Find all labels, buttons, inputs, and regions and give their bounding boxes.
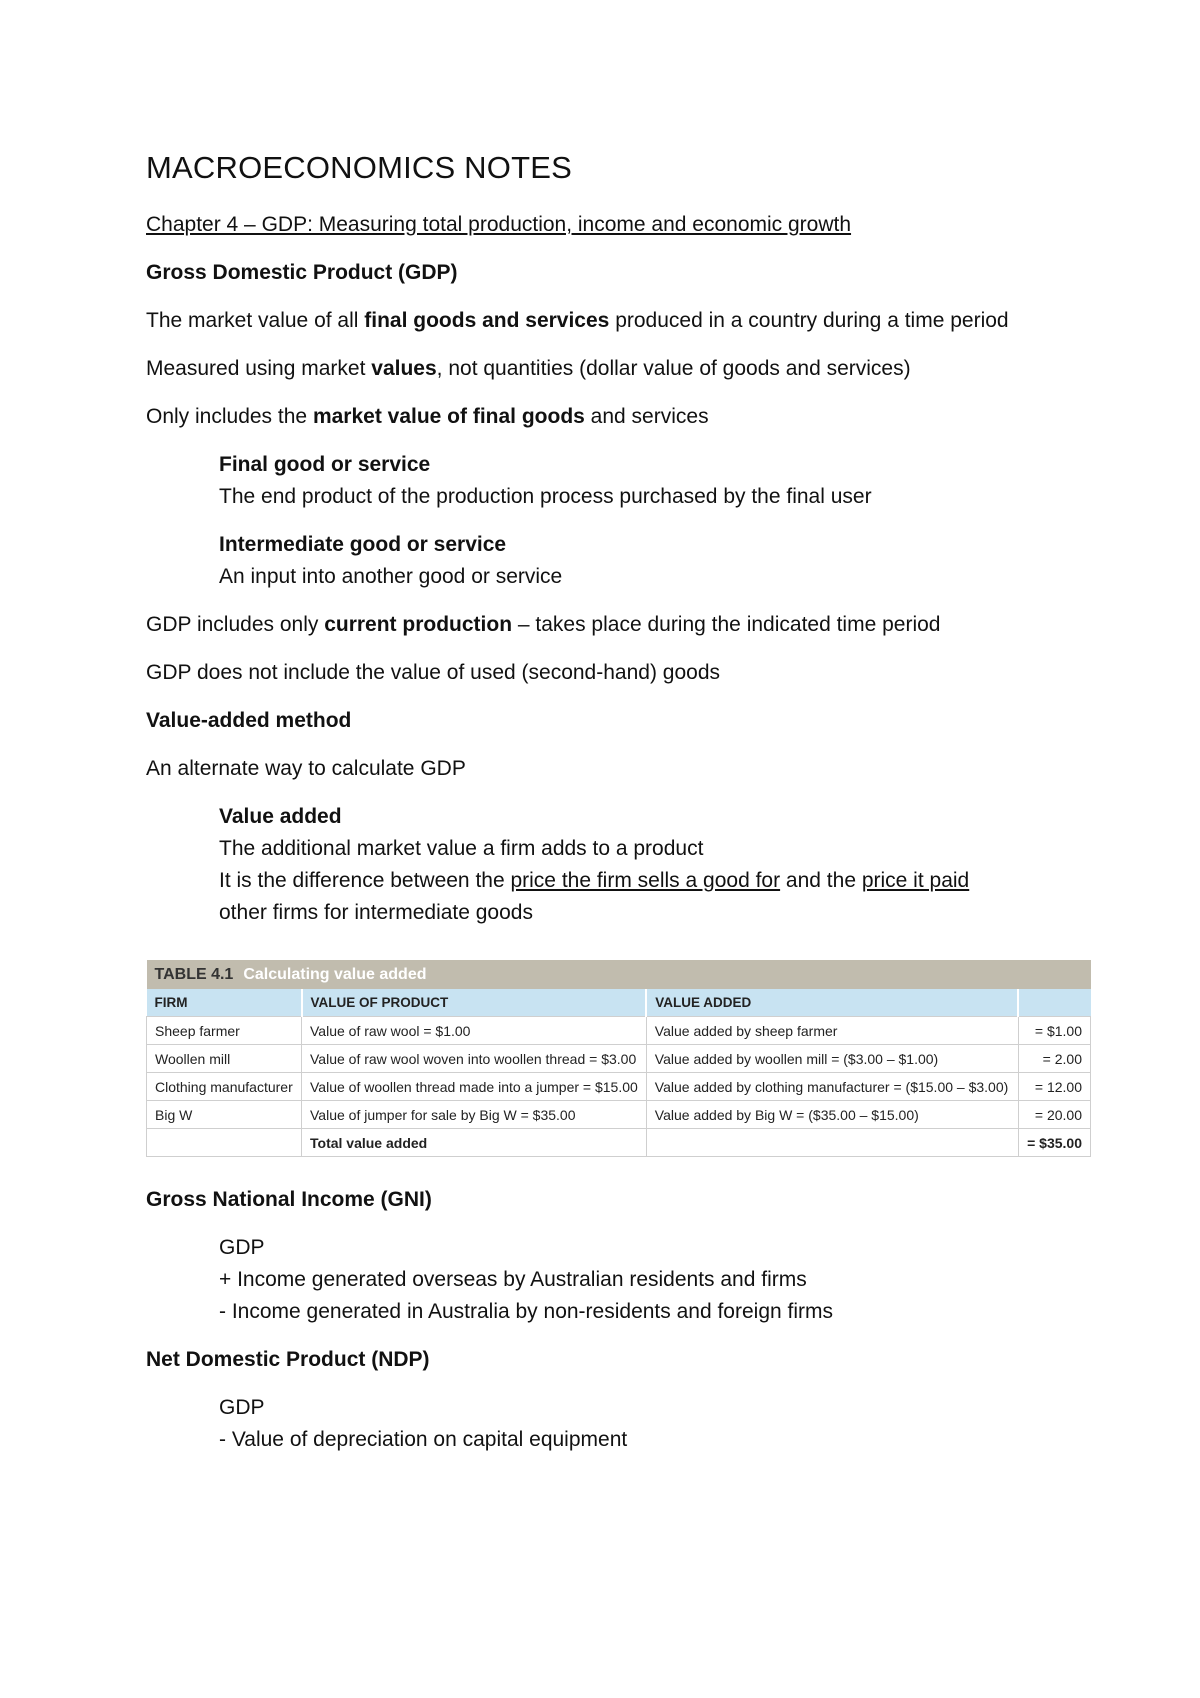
table-cell: Value added by Big W = ($35.00 – $15.00) bbox=[646, 1101, 1018, 1129]
gni-line-2: + Income generated overseas by Australian residents and firms bbox=[219, 1268, 807, 1291]
ndp-line-1: GDP bbox=[219, 1396, 265, 1419]
table-cell: = 12.00 bbox=[1018, 1073, 1090, 1101]
table-header-row bbox=[147, 989, 1091, 1017]
table-number: TABLE 4.1 bbox=[154, 965, 234, 983]
table-cell: Big W bbox=[147, 1101, 302, 1129]
table-cell: Woollen mill bbox=[147, 1045, 302, 1073]
table-cell: Value added by clothing manufacturer = ($15.00 – $3.00) bbox=[646, 1073, 1018, 1101]
table-header-cell: FIRM bbox=[147, 989, 302, 1017]
value-added-heading: Value-added method bbox=[146, 709, 352, 732]
table-row bbox=[147, 1017, 1091, 1045]
value-added-definition-3: other firms for intermediate goods bbox=[219, 901, 533, 924]
table-row bbox=[147, 1101, 1091, 1129]
value-added-term: Value added bbox=[219, 805, 342, 828]
table-total-label: Total value added bbox=[302, 1129, 647, 1157]
table-cell: Value added by sheep farmer bbox=[646, 1017, 1018, 1045]
table-cell: = 20.00 bbox=[1018, 1101, 1090, 1129]
gni-heading: Gross National Income (GNI) bbox=[146, 1188, 432, 1211]
table-caption-row bbox=[147, 960, 1091, 989]
table-header-cell: VALUE OF PRODUCT bbox=[302, 989, 647, 1017]
intermediate-good-definition: An input into another good or service bbox=[219, 565, 563, 588]
value-added-definition-2: It is the difference between the price the firm sells a good for and the price it paid bbox=[219, 869, 970, 892]
table-cell: = 2.00 bbox=[1018, 1045, 1090, 1073]
gdp-heading: Gross Domestic Product (GDP) bbox=[146, 261, 458, 284]
table-cell: Value added by woollen mill = ($3.00 – $1.00) bbox=[646, 1045, 1018, 1073]
final-good-definition: The end product of the production process purchased by the final user bbox=[219, 485, 872, 508]
value-added-definition-1: The additional market value a firm adds to a product bbox=[219, 837, 704, 860]
table-row bbox=[147, 1073, 1091, 1101]
table-cell: Clothing manufacturer bbox=[147, 1073, 302, 1101]
value-added-intro: An alternate way to calculate GDP bbox=[146, 757, 466, 780]
table-header-cell: VALUE ADDED bbox=[646, 989, 1018, 1017]
gdp-measured-note: Measured using market values, not quantities (dollar value of goods and services) bbox=[146, 357, 911, 380]
table-cell: Value of raw wool = $1.00 bbox=[302, 1017, 647, 1045]
table-cell: Value of woollen thread made into a jumper = $15.00 bbox=[302, 1073, 647, 1101]
final-good-term: Final good or service bbox=[219, 453, 431, 476]
table-total-value: = $35.00 bbox=[1018, 1129, 1090, 1157]
gni-line-1: GDP bbox=[219, 1236, 265, 1259]
current-production-note: GDP includes only current production – takes place during the indicated time period bbox=[146, 613, 941, 636]
gdp-definition: The market value of all final goods and services produced in a country during a time period bbox=[146, 309, 1009, 332]
table-header-cell bbox=[1018, 989, 1090, 1017]
table-row bbox=[147, 1045, 1091, 1073]
value-added-table bbox=[146, 960, 1091, 1157]
ndp-heading: Net Domestic Product (NDP) bbox=[146, 1348, 430, 1371]
table-cell: = $1.00 bbox=[1018, 1017, 1090, 1045]
table-cell bbox=[147, 1129, 302, 1157]
table-cell: Sheep farmer bbox=[147, 1017, 302, 1045]
gdp-only-includes-note: Only includes the market value of final goods and services bbox=[146, 405, 709, 428]
table-cell: Value of raw wool woven into woollen thread = $3.00 bbox=[302, 1045, 647, 1073]
table-cell bbox=[646, 1129, 1018, 1157]
chapter-heading: Chapter 4 – GDP: Measuring total production, income and economic growth bbox=[146, 213, 852, 236]
page-title: MACROECONOMICS NOTES bbox=[146, 150, 572, 185]
used-goods-note: GDP does not include the value of used (second-hand) goods bbox=[146, 661, 720, 684]
ndp-line-2: - Value of depreciation on capital equipment bbox=[219, 1428, 628, 1451]
table-title: Calculating value added bbox=[243, 965, 427, 983]
table-cell: Value of jumper for sale by Big W = $35.00 bbox=[302, 1101, 647, 1129]
intermediate-good-term: Intermediate good or service bbox=[219, 533, 507, 556]
table-total-row bbox=[147, 1129, 1091, 1157]
gni-line-3: - Income generated in Australia by non-residents and foreign firms bbox=[219, 1300, 833, 1323]
